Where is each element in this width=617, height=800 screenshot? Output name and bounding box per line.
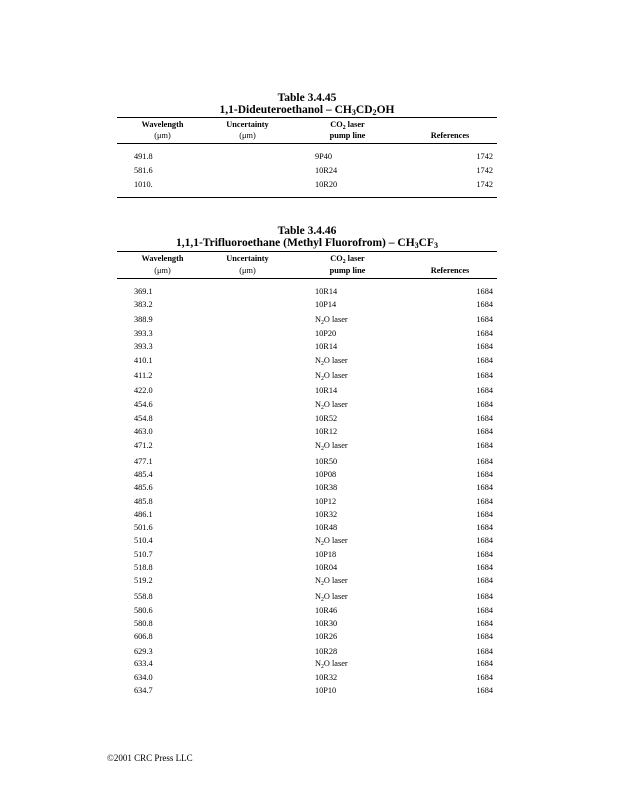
row-reference: 1684 bbox=[476, 536, 493, 545]
row-pump-line: 10R32 bbox=[315, 510, 338, 519]
row-reference: 1684 bbox=[476, 414, 493, 423]
row-reference: 1684 bbox=[476, 287, 493, 296]
row-reference: 1684 bbox=[476, 619, 493, 628]
row-pump-line: 10R26 bbox=[315, 632, 338, 641]
row-reference: 1684 bbox=[476, 371, 493, 380]
row-wavelength: 633.4 bbox=[134, 659, 153, 668]
row-pump-line: 10R04 bbox=[315, 563, 338, 572]
table-1-header-pump-sub: 2 bbox=[342, 125, 346, 131]
row-reference: 1684 bbox=[476, 659, 493, 668]
row-pump-line: 10R14 bbox=[315, 386, 338, 395]
table-1-title-main: 1,1-Dideuteroethanol – CH bbox=[219, 104, 352, 116]
row-reference: 1684 bbox=[476, 632, 493, 641]
table-1-title-sub1: 3 bbox=[351, 108, 356, 117]
row-pump-line: $N_2O$ laser bbox=[315, 315, 348, 326]
row-pump-line: 10P08 bbox=[315, 470, 337, 479]
row-wavelength: 510.4 bbox=[134, 536, 153, 545]
table-1-header-uncertainty: Uncertainty bbox=[226, 120, 269, 129]
row-reference: 1684 bbox=[476, 563, 493, 572]
row-pump-line: $N_2O$ laser bbox=[315, 400, 348, 411]
row-reference: 1684 bbox=[476, 686, 493, 695]
row-wavelength: 491.8 bbox=[134, 152, 153, 161]
row-pump-line: $N_2O$ laser bbox=[315, 371, 348, 382]
row-reference: 1684 bbox=[476, 576, 493, 585]
row-reference: 1684 bbox=[476, 315, 493, 324]
row-pump-line: 10R52 bbox=[315, 414, 338, 423]
row-reference: 1742 bbox=[476, 152, 493, 161]
row-pump-line: 10R48 bbox=[315, 523, 338, 532]
row-reference: 1742 bbox=[476, 180, 493, 189]
table-1-header-references: References bbox=[430, 131, 470, 140]
table-1-header-uncertainty-unit: (μm) bbox=[239, 131, 256, 140]
row-wavelength: 580.8 bbox=[134, 619, 153, 628]
row-pump-line: 10P14 bbox=[315, 300, 337, 309]
row-pump-line: $N_2O$ laser bbox=[315, 592, 348, 603]
row-wavelength: 580.6 bbox=[134, 606, 153, 615]
table-1-header-pump-line: pump line bbox=[329, 131, 366, 140]
row-wavelength: 485.4 bbox=[134, 470, 153, 479]
row-pump-line: 10P10 bbox=[315, 686, 337, 695]
row-wavelength: 1010. bbox=[134, 180, 153, 189]
row-pump-line: 10P18 bbox=[315, 550, 337, 559]
row-reference: 1684 bbox=[476, 356, 493, 365]
row-pump-line: $N_2O$ laser bbox=[315, 659, 348, 670]
row-pump-line: 10R24 bbox=[315, 166, 338, 175]
row-reference: 1684 bbox=[476, 427, 493, 436]
row-wavelength: 369.1 bbox=[134, 287, 153, 296]
table-1-title bbox=[117, 104, 497, 116]
table-1-number: Table 3.4.45 bbox=[277, 92, 337, 104]
row-pump-line: 10R32 bbox=[315, 673, 338, 682]
table-1-top-rule bbox=[117, 117, 497, 118]
table-2-title-sub1: 3 bbox=[414, 241, 419, 250]
row-reference: 1742 bbox=[476, 166, 493, 175]
table-1-header-wavelength: Wavelength bbox=[141, 120, 184, 129]
row-reference: 1684 bbox=[476, 386, 493, 395]
row-reference: 1684 bbox=[476, 470, 493, 479]
table-2-header-uncertainty: Uncertainty bbox=[226, 254, 269, 263]
row-pump-line: 10R12 bbox=[315, 427, 338, 436]
row-wavelength: 634.0 bbox=[134, 673, 153, 682]
table-2-header-wavelength-unit: (μm) bbox=[154, 266, 171, 275]
table-2-title-main: 1,1,1-Trifluoroethane (Methyl Fluorofrom) – CH bbox=[175, 237, 415, 249]
table-2-header-wavelength: Wavelength bbox=[141, 254, 184, 263]
table-1-bottom-rule bbox=[117, 197, 497, 198]
table-2-header-references: References bbox=[430, 266, 470, 275]
row-wavelength: 454.6 bbox=[134, 400, 153, 409]
row-pump-line: 9P40 bbox=[315, 152, 333, 161]
row-wavelength: 510.7 bbox=[134, 550, 153, 559]
row-reference: 1684 bbox=[476, 523, 493, 532]
row-wavelength: 485.8 bbox=[134, 497, 153, 506]
table-2-header-pump-a: CO bbox=[330, 254, 343, 263]
row-pump-line: 10R38 bbox=[315, 483, 338, 492]
row-wavelength: 393.3 bbox=[134, 342, 153, 351]
row-wavelength: 606.8 bbox=[134, 632, 153, 641]
row-pump-line: 10R30 bbox=[315, 619, 338, 628]
row-reference: 1684 bbox=[476, 329, 493, 338]
row-reference: 1684 bbox=[476, 457, 493, 466]
table-2-number: Table 3.4.46 bbox=[277, 225, 337, 237]
row-wavelength: 411.2 bbox=[134, 371, 153, 380]
row-pump-line: 10P12 bbox=[315, 497, 337, 506]
row-wavelength: 422.0 bbox=[134, 386, 153, 395]
table-1-header-pump bbox=[310, 120, 385, 129]
row-reference: 1684 bbox=[476, 592, 493, 601]
row-reference: 1684 bbox=[476, 673, 493, 682]
row-wavelength: 581.6 bbox=[134, 166, 153, 175]
row-wavelength: 410.1 bbox=[134, 356, 153, 365]
table-1-header-pump-b: laser bbox=[345, 120, 365, 129]
row-reference: 1684 bbox=[476, 342, 493, 351]
row-wavelength: 463.0 bbox=[134, 427, 153, 436]
row-reference: 1684 bbox=[476, 550, 493, 559]
table-2-header-pump-sub: 2 bbox=[342, 259, 346, 265]
row-wavelength: 388.9 bbox=[134, 315, 153, 324]
row-pump-line: $N_2O$ laser bbox=[315, 536, 348, 547]
row-wavelength: 471.2 bbox=[134, 441, 153, 450]
row-wavelength: 485.6 bbox=[134, 483, 153, 492]
row-pump-line: $N_2O$ laser bbox=[315, 576, 348, 587]
table-1-title-end: OH bbox=[376, 104, 395, 116]
row-wavelength: 393.3 bbox=[134, 329, 153, 338]
row-reference: 1684 bbox=[476, 606, 493, 615]
row-wavelength: 634.7 bbox=[134, 686, 153, 695]
table-1-title-sub2: 2 bbox=[372, 108, 377, 117]
row-wavelength: 519.2 bbox=[134, 576, 153, 585]
row-pump-line: 10R28 bbox=[315, 647, 338, 656]
table-1-header-pump-a: CO bbox=[330, 120, 343, 129]
table-1-title-mid: CD bbox=[355, 104, 373, 116]
row-reference: 1684 bbox=[476, 483, 493, 492]
table-2-header-pump-b: laser bbox=[345, 254, 365, 263]
row-wavelength: 383.2 bbox=[134, 300, 153, 309]
table-2-title-mid: CF bbox=[418, 237, 435, 249]
row-pump-line: 10R46 bbox=[315, 606, 338, 615]
row-wavelength: 477.1 bbox=[134, 457, 153, 466]
row-wavelength: 629.3 bbox=[134, 647, 153, 656]
table-2-header-pump bbox=[310, 254, 385, 263]
row-pump-line: 10P20 bbox=[315, 329, 337, 338]
row-pump-line: 10R20 bbox=[315, 180, 338, 189]
row-wavelength: 454.8 bbox=[134, 414, 153, 423]
table-2-header-uncertainty-unit: (μm) bbox=[239, 266, 256, 275]
copyright-footer: ©2001 CRC Press LLC bbox=[107, 753, 193, 763]
row-pump-line: 10R14 bbox=[315, 342, 338, 351]
table-2-header-pump-line: pump line bbox=[329, 266, 366, 275]
row-wavelength: 518.8 bbox=[134, 563, 153, 572]
row-wavelength: 558.8 bbox=[134, 592, 153, 601]
table-2-header-rule bbox=[117, 278, 497, 279]
row-reference: 1684 bbox=[476, 441, 493, 450]
row-reference: 1684 bbox=[476, 300, 493, 309]
row-pump-line: $N_2O$ laser bbox=[315, 356, 348, 367]
row-reference: 1684 bbox=[476, 400, 493, 409]
row-pump-line: 10R14 bbox=[315, 287, 338, 296]
row-pump-line: $N_2O$ laser bbox=[315, 441, 348, 452]
table-2-top-rule bbox=[117, 251, 497, 252]
table-2-title bbox=[117, 237, 497, 249]
row-reference: 1684 bbox=[476, 497, 493, 506]
row-wavelength: 501.6 bbox=[134, 523, 153, 532]
table-1-header-wavelength-unit: (μm) bbox=[154, 131, 171, 140]
table-1-header-rule bbox=[117, 143, 497, 144]
table-2-title-sub2: 3 bbox=[434, 241, 439, 250]
row-reference: 1684 bbox=[476, 510, 493, 519]
row-pump-line: 10R50 bbox=[315, 457, 338, 466]
row-wavelength: 486.1 bbox=[134, 510, 153, 519]
row-reference: 1684 bbox=[476, 647, 493, 656]
